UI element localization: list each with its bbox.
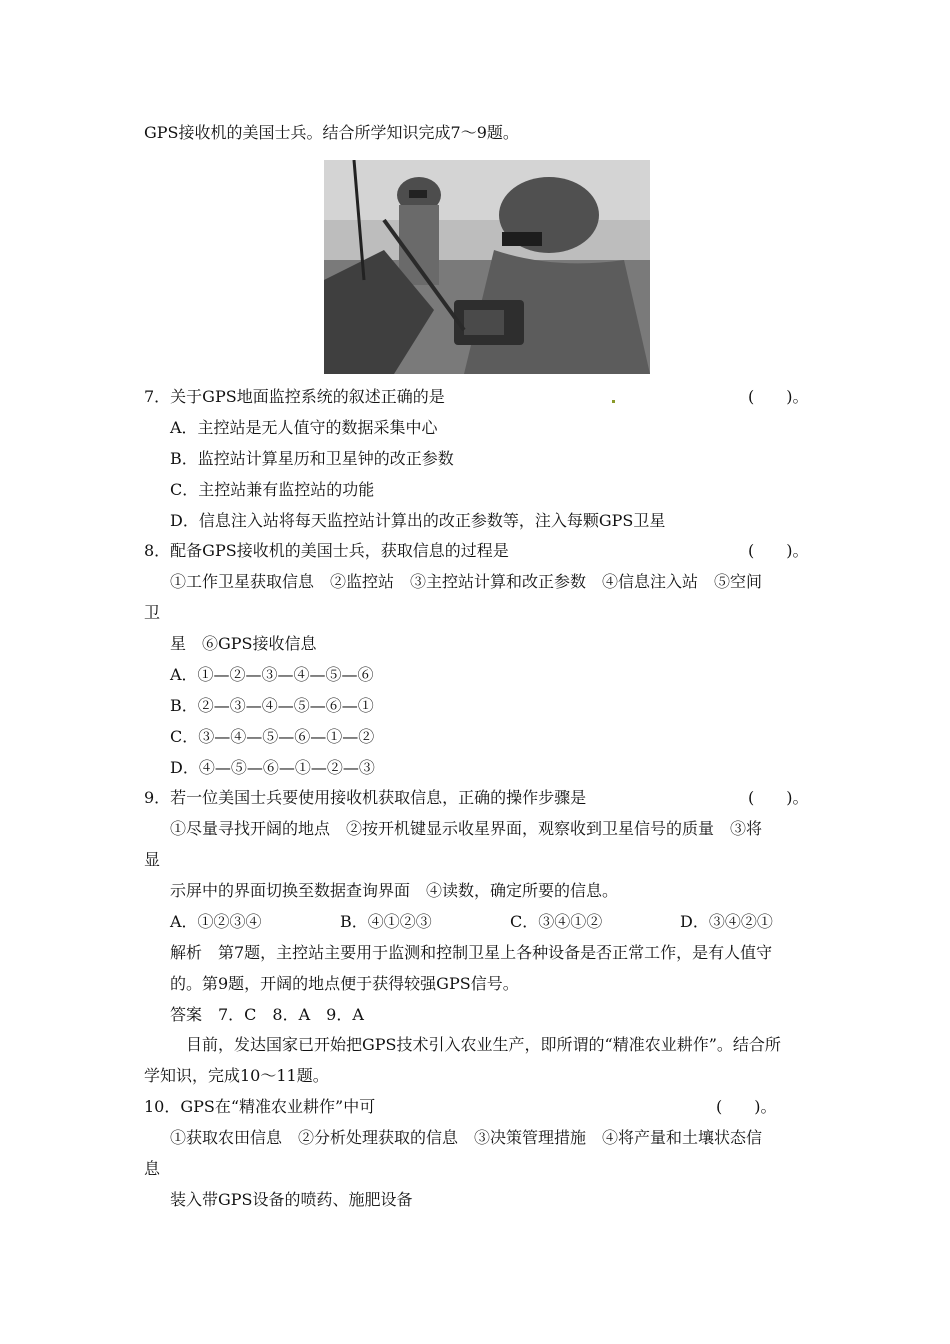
q10-desc-line1-wrap: 息 [144,1159,161,1178]
q9-option-b: B．④①②③ [340,912,432,931]
analysis-line2: 的。第9题，开阔的地点便于获得较强GPS信号。 [170,974,519,993]
soldiers-photo-icon [324,160,650,374]
q8-stem: 8．配备GPS接收机的美国士兵，获取信息的过程是 [144,541,509,560]
q7-option-d: D．信息注入站将每天监控站计算出的改正参数等，注入每颗GPS卫星 [170,511,666,530]
q7-option-a: A．主控站是无人值守的数据采集中心 [170,418,438,437]
q8-option-c: C．③—④—⑤—⑥—①—② [170,727,375,746]
q9-answer-blank: ( )。 [748,788,809,807]
passage-line1: 目前，发达国家已开始把GPS技术引入农业生产，即所谓的“精准农业耕作”。结合所 [186,1035,781,1054]
q9-stem: 9．若一位美国士兵要使用接收机获取信息，正确的操作步骤是 [144,788,587,807]
answer-key: 答案 7．C 8．A 9．A [170,1005,364,1024]
passage-line2: 学知识，完成10～11题。 [144,1066,329,1085]
q9-option-a: A．①②③④ [170,912,262,931]
q8-option-d: D．④—⑤—⑥—①—②—③ [170,758,375,777]
q10-desc-line1: ①获取农田信息 ②分析处理获取的信息 ③决策管理措施 ④将产量和土壤状态信 [170,1128,763,1147]
q8-desc-line1-wrap: 卫 [144,603,161,622]
soldiers-photo [324,160,650,374]
q10-answer-blank: ( )。 [716,1097,777,1116]
scan-mark [612,400,615,403]
q9-desc-line1-wrap: 显 [144,850,161,869]
analysis-line1: 解析 第7题，主控站主要用于监测和控制卫星上各种设备是否正常工作，是有人值守 [170,943,773,962]
intro-text: GPS接收机的美国士兵。结合所学知识完成7～9题。 [144,123,519,142]
q9-desc-line2: 示屏中的界面切换至数据查询界面 ④读数，确定所要的信息。 [170,881,619,900]
q8-desc-line2: 星 ⑥GPS接收信息 [170,634,317,653]
q8-option-a: A．①—②—③—④—⑤—⑥ [170,665,374,684]
q9-option-c: C．③④①② [510,912,603,931]
q10-desc-line2: 装入带GPS设备的喷药、施肥设备 [170,1190,413,1209]
q8-desc-line1: ①工作卫星获取信息 ②监控站 ③主控站计算和改正参数 ④信息注入站 ⑤空间 [170,572,763,591]
q7-option-c: C．主控站兼有监控站的功能 [170,480,375,499]
q8-option-b: B．②—③—④—⑤—⑥—① [170,696,374,715]
q9-desc-line1: ①尽量寻找开阔的地点 ②按开机键显示收星界面，观察收到卫星信号的质量 ③将 [170,819,763,838]
q8-answer-blank: ( )。 [748,541,809,560]
q7-option-b: B．监控站计算星历和卫星钟的改正参数 [170,449,454,468]
q10-stem: 10．GPS在“精准农业耕作”中可 [144,1097,376,1116]
q9-option-d: D．③④②① [680,912,773,931]
q7-answer-blank: ( )。 [748,387,809,406]
q7-stem: 7．关于GPS地面监控系统的叙述正确的是 [144,387,445,406]
